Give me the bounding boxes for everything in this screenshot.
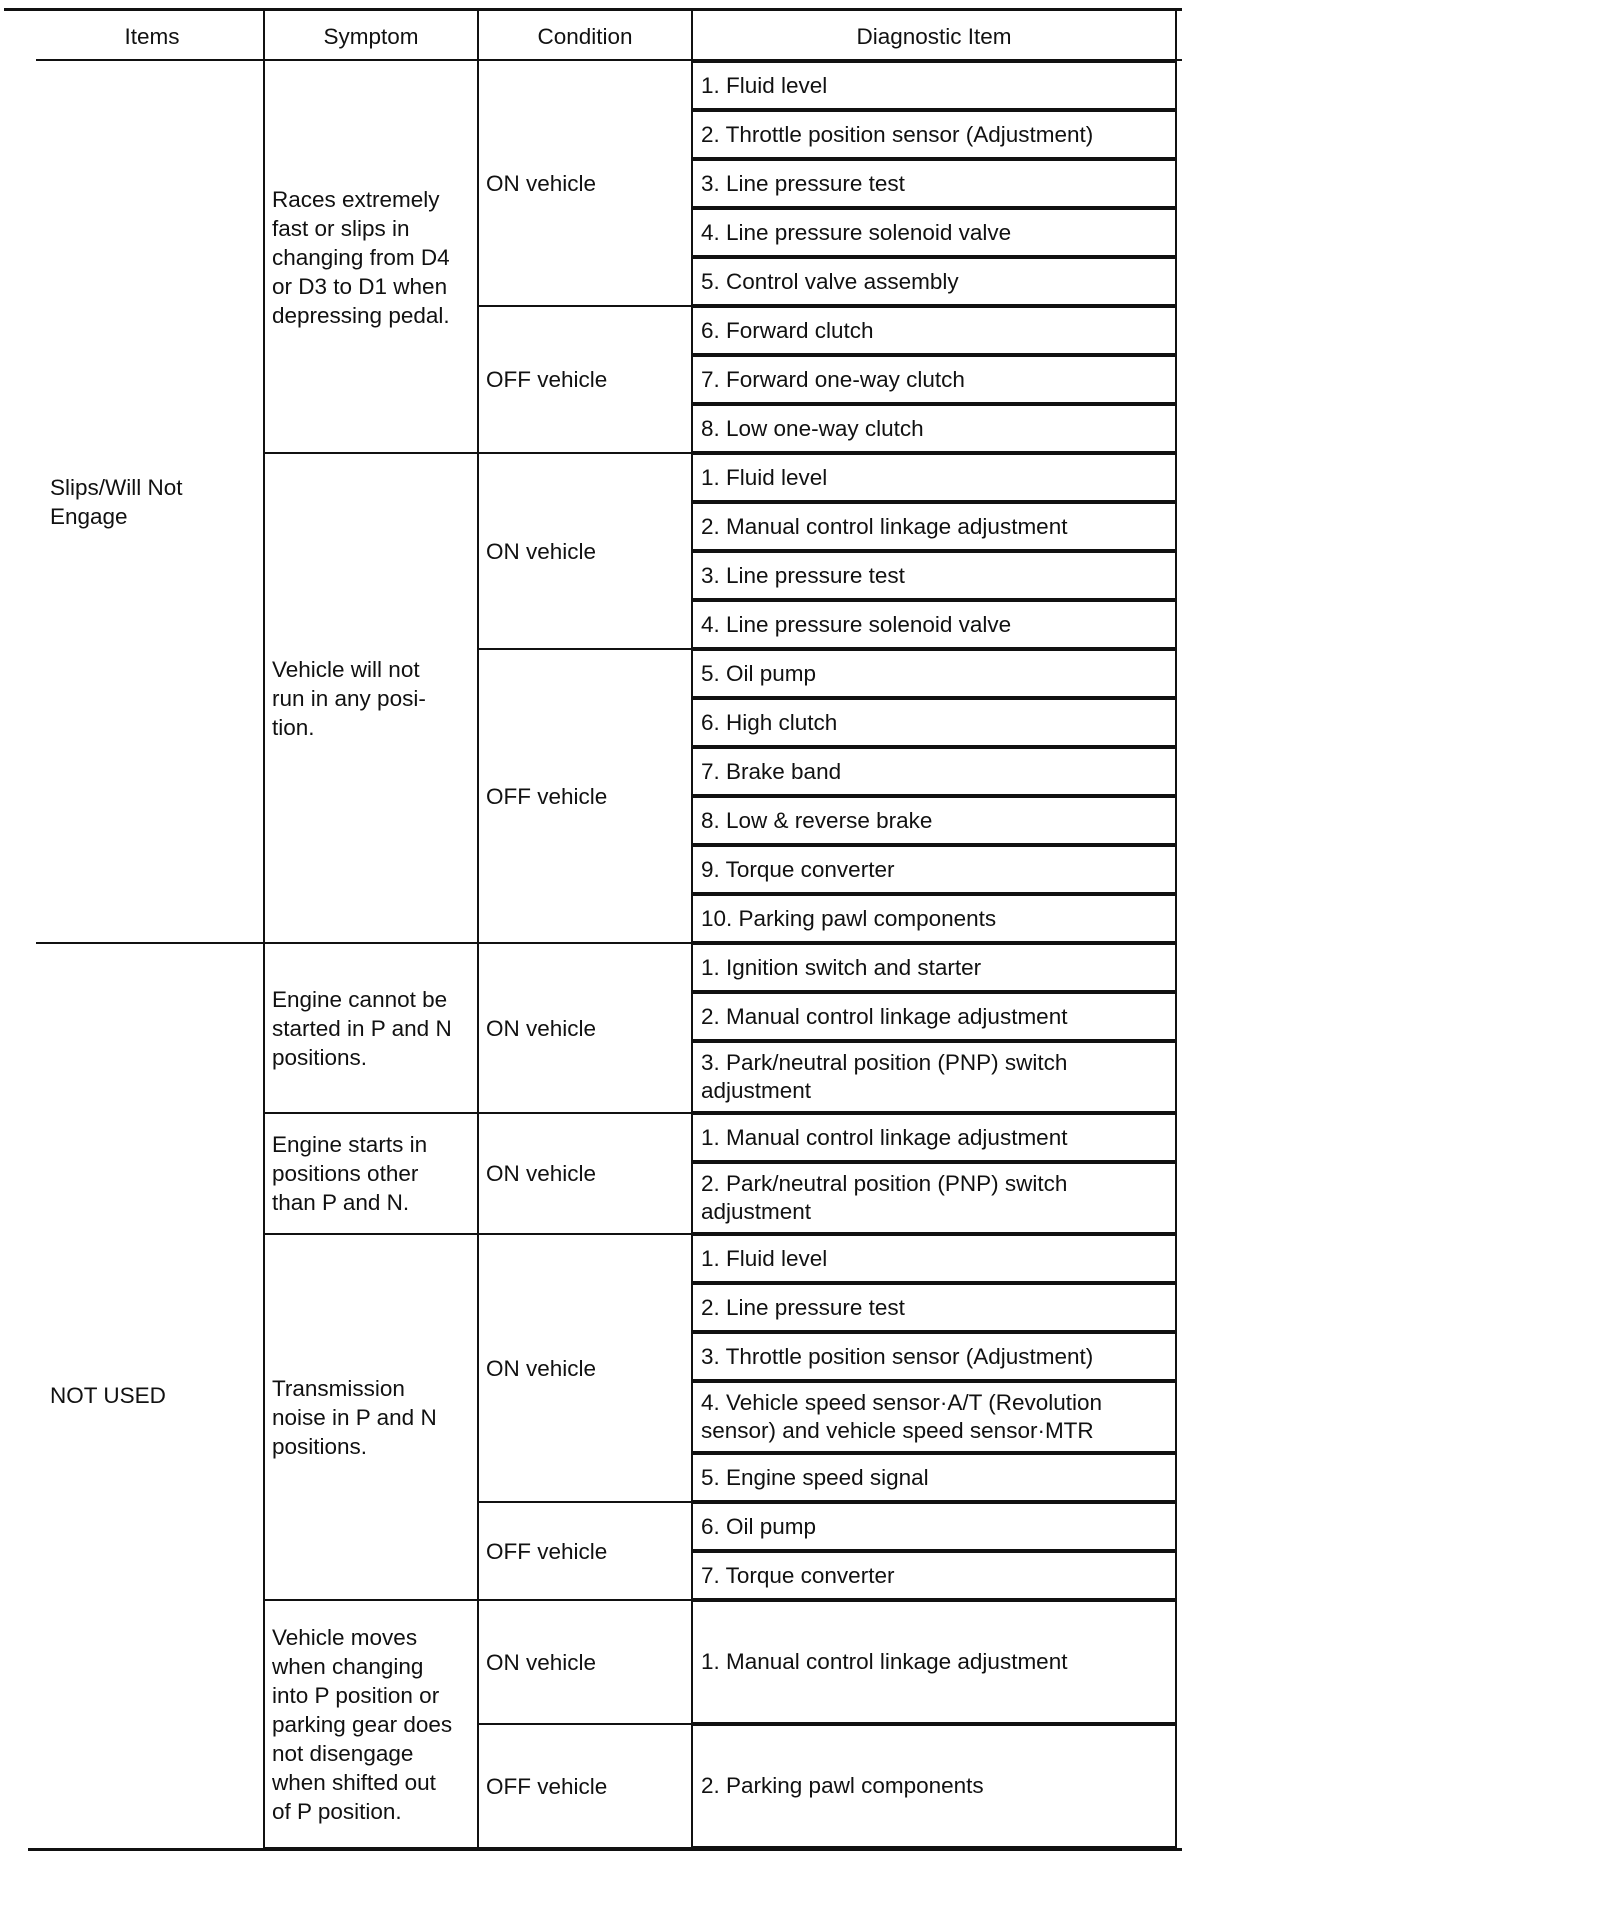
condition-label: ON vehicle bbox=[486, 1355, 597, 1381]
diagnostic-item: 5. Oil pump bbox=[692, 649, 1176, 698]
condition-label: OFF vehicle bbox=[486, 1538, 608, 1564]
diagnostic-item: 1. Ignition switch and starter bbox=[692, 943, 1176, 992]
diagnostic-item: 7. Torque converter bbox=[692, 1551, 1176, 1600]
condition-label: ON vehicle bbox=[486, 171, 597, 196]
diagnostic-item: 2. Manual control linkage adjustment bbox=[692, 502, 1176, 551]
condition-label: OFF vehicle bbox=[486, 1773, 608, 1799]
item-label: NOT USED bbox=[50, 1383, 166, 1408]
column-rule-condition bbox=[477, 10, 479, 1848]
diagnostic-item: 6. High clutch bbox=[692, 698, 1176, 747]
header-items: Items bbox=[124, 24, 180, 49]
diagnostic-item: 8. Low & reverse brake bbox=[692, 796, 1176, 845]
diagnostic-item: 2. Parking pawl components bbox=[692, 1724, 1176, 1848]
diagnostic-item: 3. Line pressure test bbox=[692, 551, 1176, 600]
diagnostic-item: 3. Park/neutral position (PNP) switch adjustment bbox=[692, 1041, 1176, 1113]
diagnostic-item: 2. Line pressure test bbox=[692, 1283, 1176, 1332]
diagnostic-item: 2. Throttle position sensor (Adjustment) bbox=[692, 110, 1176, 159]
diagnostic-item: 6. Forward clutch bbox=[692, 306, 1176, 355]
header-symptom: Symptom bbox=[323, 24, 419, 49]
condition-label: ON vehicle bbox=[486, 538, 597, 564]
symptom-text: Engine starts in positions other than P and N. bbox=[272, 1132, 428, 1215]
diagnostic-item: 2. Park/neutral position (PNP) switch adjustment bbox=[692, 1162, 1176, 1234]
symptom-text: Vehicle moves when changing into P position or parking gear does not disengage when shifted out of P position. bbox=[272, 1624, 453, 1824]
diagnostic-item: 4. Line pressure solenoid valve bbox=[692, 208, 1176, 257]
diagnostic-item: 1. Fluid level bbox=[692, 61, 1176, 110]
diagnostic-item: 7. Forward one-way clutch bbox=[692, 355, 1176, 404]
diagnostic-item: 5. Engine speed signal bbox=[692, 1453, 1176, 1502]
symptom-text: Transmission noise in P and N positions. bbox=[272, 1375, 437, 1459]
diagnostic-item: 4. Line pressure solenoid valve bbox=[692, 600, 1176, 649]
diagnostic-item: 3. Throttle position sensor (Adjustment) bbox=[692, 1332, 1176, 1381]
diagnostic-item: 4. Vehicle speed sensor·A/T (Revolution sensor) and vehicle speed sensor·MTR bbox=[692, 1381, 1176, 1453]
diagnostic-item: 6. Oil pump bbox=[692, 1502, 1176, 1551]
diagnostic-item: 1. Manual control linkage adjustment bbox=[692, 1600, 1176, 1724]
column-rule-symptom bbox=[263, 10, 265, 1848]
diagnostic-item: 7. Brake band bbox=[692, 747, 1176, 796]
diagnostic-item: 1. Manual control linkage adjustment bbox=[692, 1113, 1176, 1162]
table-bottom-rule bbox=[28, 1848, 1182, 1851]
symptom-text: Vehicle will not run in any posi- tion. bbox=[272, 656, 426, 740]
diagnostic-item: 1. Fluid level bbox=[692, 1234, 1176, 1283]
condition-label: ON vehicle bbox=[486, 1161, 597, 1186]
header-condition: Condition bbox=[537, 24, 633, 49]
symptom-text: Engine cannot be started in P and N positions. bbox=[272, 986, 452, 1070]
diagnostic-item: 1. Fluid level bbox=[692, 453, 1176, 502]
column-rule-diagnostic bbox=[691, 10, 693, 1848]
header-diagnostic-item: Diagnostic Item bbox=[856, 24, 1012, 49]
symptom-text: Races extremely fast or slips in changing from D4 or D3 to D1 when depressing pedal. bbox=[272, 186, 450, 328]
diagnostic-item: 5. Control valve assembly bbox=[692, 257, 1176, 306]
diagnostic-item: 9. Torque converter bbox=[692, 845, 1176, 894]
condition-label: ON vehicle bbox=[486, 1015, 597, 1041]
condition-label: OFF vehicle bbox=[486, 367, 608, 392]
diagnostic-item: 3. Line pressure test bbox=[692, 159, 1176, 208]
item-label: Slips/Will Not Engage bbox=[50, 475, 183, 529]
diagnostic-item: 2. Manual control linkage adjustment bbox=[692, 992, 1176, 1041]
table-top-rule bbox=[4, 8, 1182, 11]
diagnostic-item: 10. Parking pawl components bbox=[692, 894, 1176, 943]
condition-label: ON vehicle bbox=[486, 1649, 597, 1675]
column-rule-right bbox=[1175, 10, 1177, 1848]
condition-label: OFF vehicle bbox=[486, 783, 608, 809]
diagnostic-item: 8. Low one-way clutch bbox=[692, 404, 1176, 453]
